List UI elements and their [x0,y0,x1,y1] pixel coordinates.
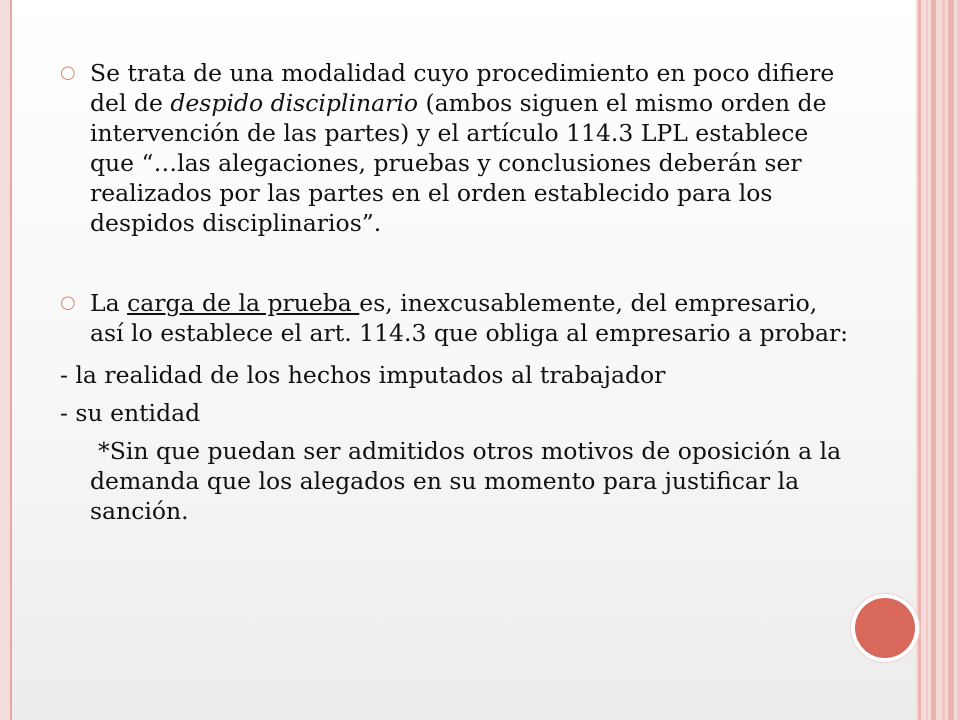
paragraph-text: (ambos siguen el mismo orden de intervención de las partes) y el artículo 114.3 LPL establece que “…las alegaciones, pruebas y conclusiones deberán ser realizados por las partes en el orden establecido para los despidos disciplinarios”. [90,89,827,237]
bullet-paragraph [60,288,850,348]
left-border-line [10,0,12,720]
decorative-circle [855,598,915,658]
right-stripe [942,0,945,720]
italic-term: despido disciplinario [170,89,419,117]
bullet-paragraph [60,58,850,238]
paragraph-text: es, inexcusablemente, del empresario, así lo establece el art. 114.3 que obliga al empresario a probar: [90,289,849,347]
dash-list-item: - la realidad de los hechos imputados al trabajador [60,361,666,389]
note-paragraph: *Sin que puedan ser admitidos otros motivos de oposición a la demanda que los alegados en su momento para justificar la sanción. [90,437,842,525]
circle-outline-bullet-icon: ○ [60,292,76,313]
dash-list-item: - su entidad [60,399,201,427]
right-stripe [918,0,921,720]
paragraph-text: La [90,289,128,317]
slide-body [60,58,850,526]
right-stripe [931,0,936,720]
circle-outline-bullet-icon: ○ [60,62,76,83]
paragraph-text: Se trata de una modalidad cuyo procedimiento en poco difiere del de [90,59,835,117]
right-stripe [926,0,928,720]
underlined-term: carga de la prueba [127,289,360,317]
right-stripe [948,0,954,720]
